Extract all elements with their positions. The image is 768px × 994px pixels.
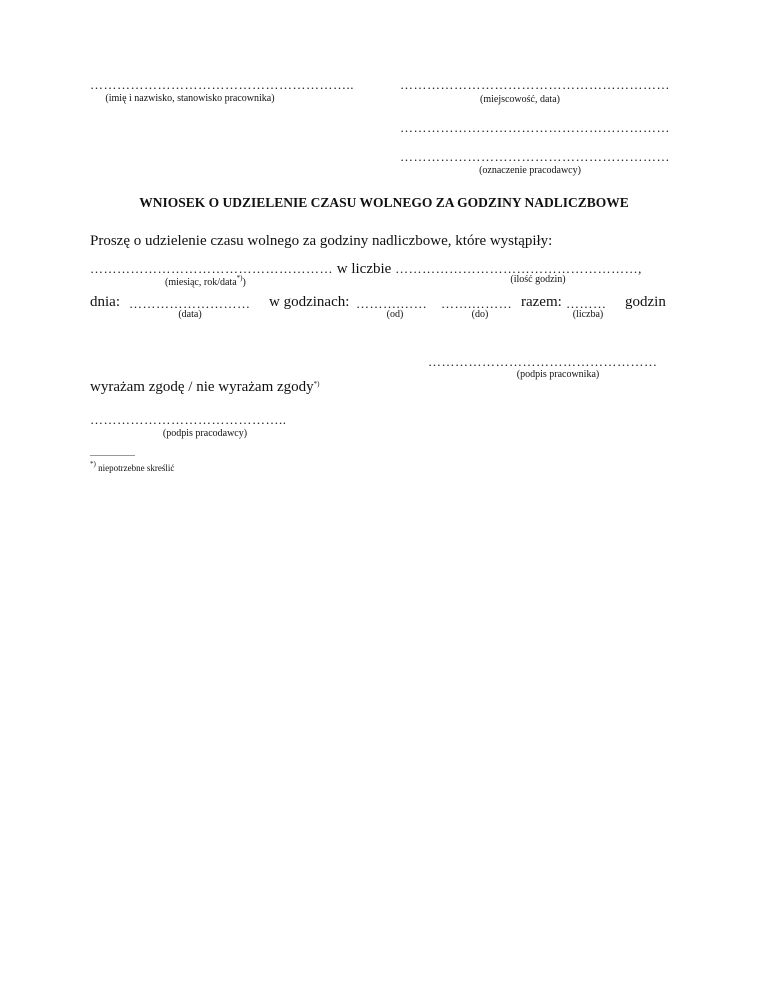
intro-text: Proszę o udzielenie czasu wolnego za godziny nadliczbowe, które wystąpiły: xyxy=(90,233,553,249)
day-label: dnia: xyxy=(90,294,120,310)
total-count-caption: (liczba) xyxy=(572,309,604,320)
day-caption: (data) xyxy=(178,309,202,320)
hours-to-field[interactable]: …….……… xyxy=(441,296,513,311)
place-date-caption: (miejscowość, data) xyxy=(480,94,560,105)
total-label: razem: xyxy=(521,294,562,310)
footnote-mark: *) xyxy=(90,460,96,468)
footnote: *) niepotrzebne skreślić xyxy=(90,460,175,473)
place-date-field[interactable]: …………………………………………………… xyxy=(400,77,670,92)
employer-signature-field[interactable]: …………………………………….. xyxy=(90,412,287,427)
hours-label: w godzinach: xyxy=(269,294,350,310)
employee-signature-field[interactable]: …………………………………………… xyxy=(428,354,658,369)
employer-field-line-2[interactable]: …………………………………………………… xyxy=(400,149,670,164)
period-caption: (miesiąc, rok/data*)) xyxy=(165,274,246,288)
period-field[interactable]: ……………………………………………… xyxy=(90,261,333,276)
employee-name-caption: (imię i nazwisko, stanowisko pracownika) xyxy=(105,93,275,104)
hours-count-caption: (ilość godzin) xyxy=(510,274,566,285)
hours-unit: godzin xyxy=(625,294,666,310)
employee-signature-caption: (podpis pracownika) xyxy=(516,369,600,380)
hours-count-field[interactable]: ………………………………………………, xyxy=(395,261,642,276)
employee-name-field[interactable]: ………………………………………………….. xyxy=(90,77,354,92)
day-field[interactable]: ……………………… xyxy=(129,296,251,311)
consent-text: wyrażam zgodę / nie wyrażam zgody*) xyxy=(90,379,320,395)
hours-from-caption: (od) xyxy=(386,309,404,320)
consent-footnote-mark: *) xyxy=(313,380,320,388)
footnote-rule xyxy=(90,455,135,456)
employer-signature-caption: (podpis pracodawcy) xyxy=(162,428,248,439)
total-count-field[interactable]: ……… xyxy=(566,296,607,311)
period-caption-footnote-mark: *) xyxy=(236,274,243,282)
count-label: w liczbie xyxy=(336,261,392,277)
document-title: WNIOSEK O UDZIELENIE CZASU WOLNEGO ZA GODZINY NADLICZBOWE xyxy=(139,195,629,210)
employer-caption: (oznaczenie pracodawcy) xyxy=(479,165,581,176)
employer-field-line-1[interactable]: …………………………………………………… xyxy=(400,120,670,135)
hours-from-field[interactable]: ……….…… xyxy=(356,296,428,311)
hours-to-caption: (do) xyxy=(471,309,489,320)
